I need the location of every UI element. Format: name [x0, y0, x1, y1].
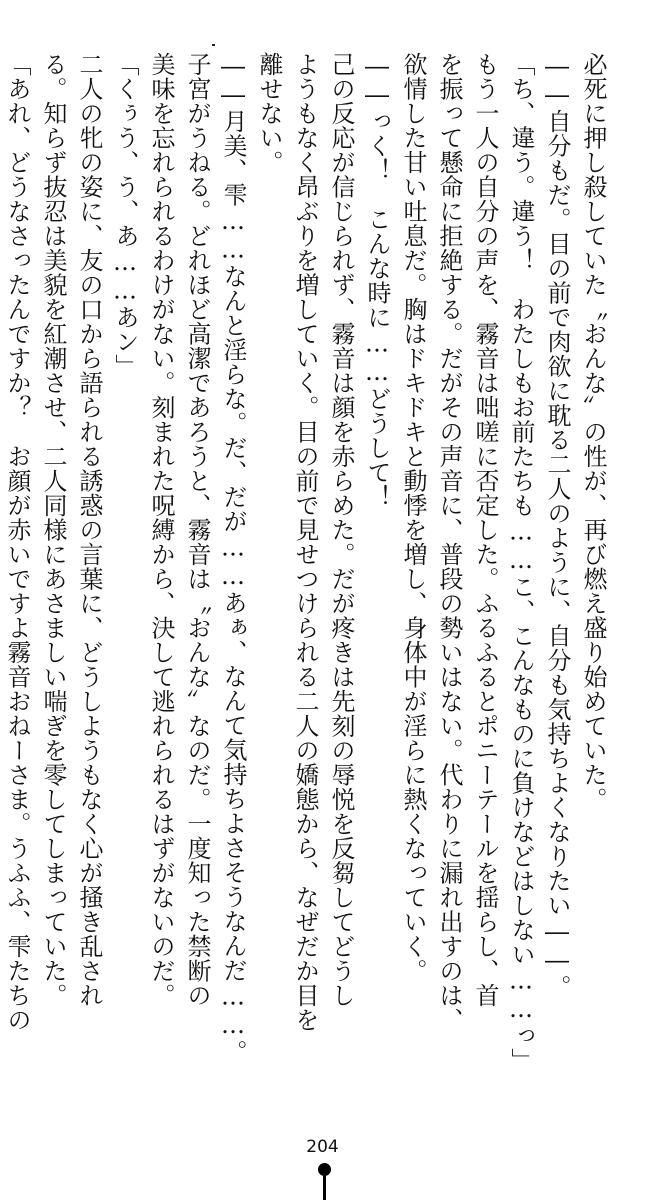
marker-stem: [323, 1173, 326, 1200]
text-line: 必死に押し殺していた〝おんな〟の性が、再び燃え盛り始めていた。: [579, 52, 607, 812]
text-line: ――自分もだ。目の前で肉欲に耽る二人のように、自分も気持ちよくなりたい――。: [543, 52, 571, 999]
text-line: 離せない。: [255, 52, 283, 175]
text-line: 美味を忘れられるわけがない。刻まれた呪縛から、決して逃れられるはずがないのだ。: [147, 52, 175, 1008]
text-line: ――月美、雫……なんと淫らな。だ、だが……あぁ、なんて気持ちよさそうなんだ……。: [219, 52, 247, 1064]
text-line: ――っく！ こんな時に……どうして！: [363, 52, 391, 509]
text-line: 「くぅう、う、あ……あン」: [111, 52, 139, 379]
text-line: る。知らず抜忍は美貌を紅潮させ、二人同様にあさましい喘ぎを零してしまっていた。: [39, 52, 67, 1008]
text-line: もう一人の自分の声を、霧音は咄嗟に否定した。ふるふるとポニーテールを揺らし、首: [471, 52, 499, 1008]
text-line: を振って懸命に拒絶する。だがその声音に、普段の勢いはない。代わりに漏れ出すのは、: [435, 52, 463, 1032]
text-line: 己の反応が信じられず、霧音は顔を赤らめた。だが疼きは先刻の辱悦を反芻してどうし: [327, 52, 355, 1008]
page-marker-icon: [318, 1163, 332, 1200]
text-line: 「ち、違う。違う！ わたしもお前たちも……こ、こんなものに負けなどはしない……っ」: [507, 52, 535, 1073]
text-line: 欲情した甘い吐息だ。胸はドキドキと動悸を増し、身体中が淫らに熱くなっていく。: [399, 52, 427, 983]
vertical-text-body: [3, 52, 611, 1102]
page-number: 204: [306, 1137, 339, 1157]
text-line: ようもなく昂ぶりを増していく。目の前で見せつけられる二人の嬌態から、なぜだか目を: [291, 52, 319, 1032]
print-speck: [212, 44, 215, 46]
text-line: 二人の牝の姿に、友の口から語られる誘惑の言葉に、どうしようもなく心が掻き乱され: [75, 52, 103, 1008]
text-line: 「あれ、どうなさったんですか？ お顔が赤いですよ霧音おねーさま。うふふ、雫たちの: [3, 52, 31, 1032]
text-line: 子宮がうねる。どれほど高潔であろうと、霧音は〝おんな〟なのだ。一度知った禁断の: [183, 52, 211, 1008]
